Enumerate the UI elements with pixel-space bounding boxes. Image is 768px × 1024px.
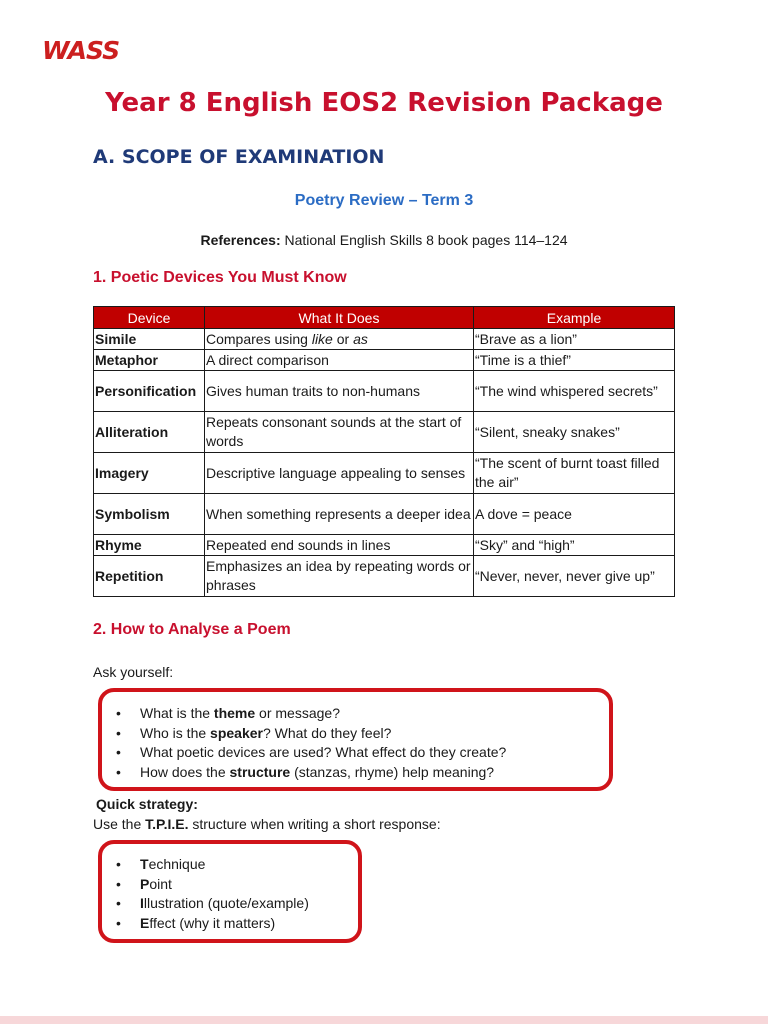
- bullet-icon: •: [116, 856, 121, 872]
- ask-yourself-label: Ask yourself:: [93, 664, 174, 680]
- questions-box: [98, 688, 613, 791]
- questions-list: [102, 704, 609, 782]
- question-text: How does the: [140, 763, 230, 780]
- list-item: [102, 743, 609, 763]
- header-example: Example: [474, 307, 675, 329]
- tpie-text: ffect (why it matters): [149, 914, 276, 931]
- table-row: [94, 329, 675, 350]
- section-1-heading: 1. Poetic Devices You Must Know: [93, 269, 347, 286]
- device-name: Personification: [94, 371, 205, 412]
- tpie-acronym: T.P.I.E.: [145, 816, 189, 832]
- table-row: [94, 371, 675, 412]
- tpie-list: [102, 855, 358, 933]
- tpie-intro-text: structure when writing a short response:: [188, 816, 441, 832]
- list-item: [102, 724, 609, 744]
- table-row: [94, 350, 675, 371]
- list-item: [102, 704, 609, 724]
- device-example: “Brave as a lion”: [474, 329, 675, 350]
- references-label: References:: [200, 232, 281, 248]
- device-description: A direct comparison: [205, 350, 474, 371]
- footer-band: [0, 1016, 768, 1024]
- device-name: Repetition: [94, 556, 205, 597]
- header-what-it-does: What It Does: [205, 307, 474, 329]
- bullet-icon: •: [116, 895, 121, 911]
- tpie-letter: P: [140, 875, 150, 892]
- question-keyword: structure: [229, 763, 291, 780]
- device-example: “Sky” and “high”: [474, 535, 675, 556]
- tpie-letter: E: [140, 914, 150, 931]
- device-example: “The scent of burnt toast filled the air”: [474, 453, 675, 494]
- device-name: Rhyme: [94, 535, 205, 556]
- device-example: “Never, never, never give up”: [474, 556, 675, 597]
- tpie-intro-text: Use the: [93, 816, 146, 832]
- device-name: Metaphor: [94, 350, 205, 371]
- device-name: Imagery: [94, 453, 205, 494]
- list-item: [102, 914, 358, 934]
- question-text: or message?: [255, 705, 340, 721]
- question-text: Who is the: [140, 724, 211, 741]
- device-name: Alliteration: [94, 412, 205, 453]
- table-row: [94, 556, 675, 597]
- device-name: Symbolism: [94, 494, 205, 535]
- references-text: National English Skills 8 book pages 114–124: [280, 232, 568, 248]
- list-item: [102, 763, 609, 783]
- device-example: “Time is a thief”: [474, 350, 675, 371]
- tpie-text: llustration (quote/example): [143, 895, 309, 911]
- device-description: Gives human traits to non-humans: [205, 371, 474, 412]
- tpie-intro: [93, 816, 441, 832]
- description-text: or: [332, 330, 354, 347]
- bullet-icon: •: [116, 744, 121, 760]
- question-text: ? What do they feel?: [262, 724, 392, 741]
- wass-logo: WASS: [42, 36, 120, 65]
- device-description: [205, 329, 474, 350]
- bullet-icon: •: [116, 763, 121, 780]
- references-line: [0, 232, 768, 248]
- device-example: A dove = peace: [474, 494, 675, 535]
- list-item: [102, 875, 358, 895]
- question-text: What is the: [140, 705, 214, 721]
- table-row: [94, 453, 675, 494]
- bullet-icon: •: [116, 705, 121, 721]
- tpie-text: oint: [149, 875, 172, 892]
- description-emphasis: as: [353, 330, 368, 347]
- device-example: “Silent, sneaky snakes”: [474, 412, 675, 453]
- poetry-review-subtitle: Poetry Review – Term 3: [294, 192, 474, 209]
- list-item: [102, 894, 358, 914]
- device-description: Emphasizes an idea by repeating words or phrases: [205, 556, 474, 597]
- device-description: Repeats consonant sounds at the start of words: [205, 412, 474, 453]
- tpie-letter: T: [140, 856, 149, 872]
- table-row: [94, 412, 675, 453]
- section-a-heading: A. SCOPE OF EXAMINATION: [93, 146, 385, 168]
- header-device: Device: [94, 307, 205, 329]
- question-keyword: speaker: [210, 724, 263, 741]
- table-row: [94, 494, 675, 535]
- bullet-icon: •: [116, 724, 121, 741]
- tpie-text: echnique: [148, 856, 206, 872]
- section-2-heading: 2. How to Analyse a Poem: [93, 621, 291, 638]
- device-description: When something represents a deeper idea: [205, 494, 474, 535]
- bullet-icon: •: [116, 914, 121, 931]
- question-text: What poetic devices are used? What effect do they create?: [140, 744, 507, 760]
- device-name: Simile: [94, 329, 205, 350]
- description-text: Compares using: [206, 330, 312, 347]
- page-title: Year 8 English EOS2 Revision Package: [105, 88, 663, 118]
- question-text: (stanzas, rhyme) help meaning?: [290, 763, 495, 780]
- description-emphasis: like: [311, 330, 333, 347]
- table-header-row: [94, 307, 675, 329]
- list-item: [102, 855, 358, 875]
- device-description: Repeated end sounds in lines: [205, 535, 474, 556]
- question-keyword: theme: [213, 705, 256, 721]
- tpie-box: [98, 840, 362, 943]
- table-row: [94, 535, 675, 556]
- quick-strategy-label: Quick strategy:: [96, 796, 198, 812]
- tpie-letter: I: [140, 895, 144, 911]
- device-example: “The wind whispered secrets”: [474, 371, 675, 412]
- bullet-icon: •: [116, 875, 121, 892]
- device-description: Descriptive language appealing to senses: [205, 453, 474, 494]
- poetic-devices-table: [93, 306, 675, 597]
